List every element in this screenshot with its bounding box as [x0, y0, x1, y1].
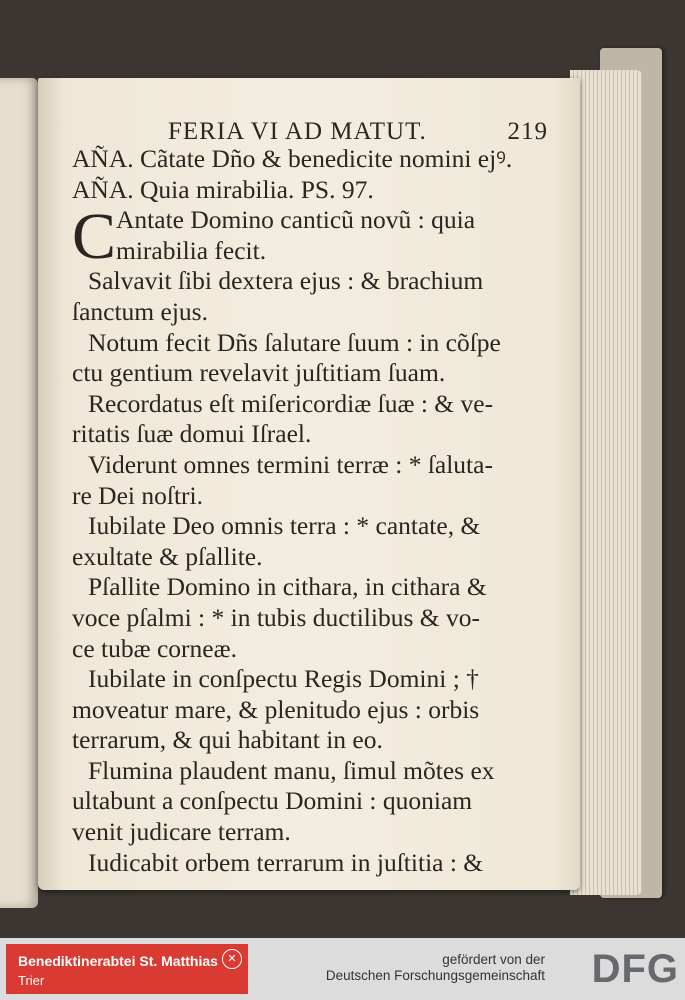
verse-line: Iudicabit orbem terrarum in juſtitia : &	[88, 847, 484, 877]
verse-line: re Dei noſtri.	[72, 480, 203, 510]
verse-line: ultabunt a conſpectu Domini : quoniam	[72, 786, 473, 816]
verse-text: Antate Domino canticũ novũ : quia	[116, 205, 476, 235]
page-text	[72, 144, 542, 878]
drop-cap: C	[72, 200, 117, 274]
verse-line: ctu gentium revelavit juſtitiam ſuam.	[72, 358, 446, 388]
funding-line: gefördert von der	[442, 952, 545, 967]
verse-line: moveatur mare, & plenitudo ejus : orbis	[72, 694, 480, 724]
verse-line: mirabilia fecit.	[116, 235, 267, 265]
funding-line: Deutschen Forschungsgemeinschaft	[325, 968, 545, 983]
verse-line: Flumina plaudent manu, ſimul mõtes ex	[88, 755, 495, 785]
verse-line: venit judicare terram.	[72, 817, 291, 847]
right-page	[38, 78, 580, 890]
verse-line: ritatis ſuæ domui Iſrael.	[72, 419, 312, 449]
verse-line: terrarum, & qui habitant in eo.	[72, 725, 383, 755]
verse-line: ce tubæ corneæ.	[72, 633, 237, 663]
left-page-edge	[0, 78, 38, 908]
antiphon-line: AÑA. Cãtate Dño & benedicite nomini ejꝰ.	[72, 144, 513, 173]
footer-bar	[0, 938, 685, 1000]
verse-line: Salvavit ſibi dextera ejus : & brachium	[88, 266, 484, 296]
dfg-logo[interactable]: DFG	[591, 947, 679, 991]
institution-city: Trier	[18, 973, 45, 988]
antiphon-line: AÑA. Quia mirabilia. PS. 97.	[72, 174, 374, 204]
verse-line: exultate & pſallite.	[72, 541, 263, 571]
verse-line: Recordatus eſt miſericordiæ ſuæ : & ve-	[88, 388, 494, 418]
verse-line: Viderunt omnes termini terræ : * ſaluta-	[88, 449, 493, 479]
verse-line: ſanctum ejus.	[72, 296, 208, 326]
verse-line: Iubilate Deo omnis terra : * cantate, &	[88, 511, 481, 541]
funding-note	[326, 952, 545, 984]
institution-name: Benediktinerabtei St. Matthias	[18, 953, 218, 969]
verse-line: Pſallite Domino in cithara, in cithara &	[88, 572, 487, 602]
institution-badge[interactable]	[6, 944, 248, 994]
institution-logo-icon: ✕	[222, 949, 242, 969]
verse-line: Iubilate in conſpectu Regis Domini ; †	[88, 664, 479, 694]
verse-line: Notum fecit Dñs ſalutare ſuum : in cõſpe	[88, 327, 501, 357]
page-number: 219	[507, 118, 548, 145]
verse-line: voce pſalmi : * in tubis ductilibus & vo-	[72, 602, 480, 632]
page-stack-edges	[570, 70, 642, 895]
running-head: FERIA VI AD MATUT.	[168, 118, 427, 145]
